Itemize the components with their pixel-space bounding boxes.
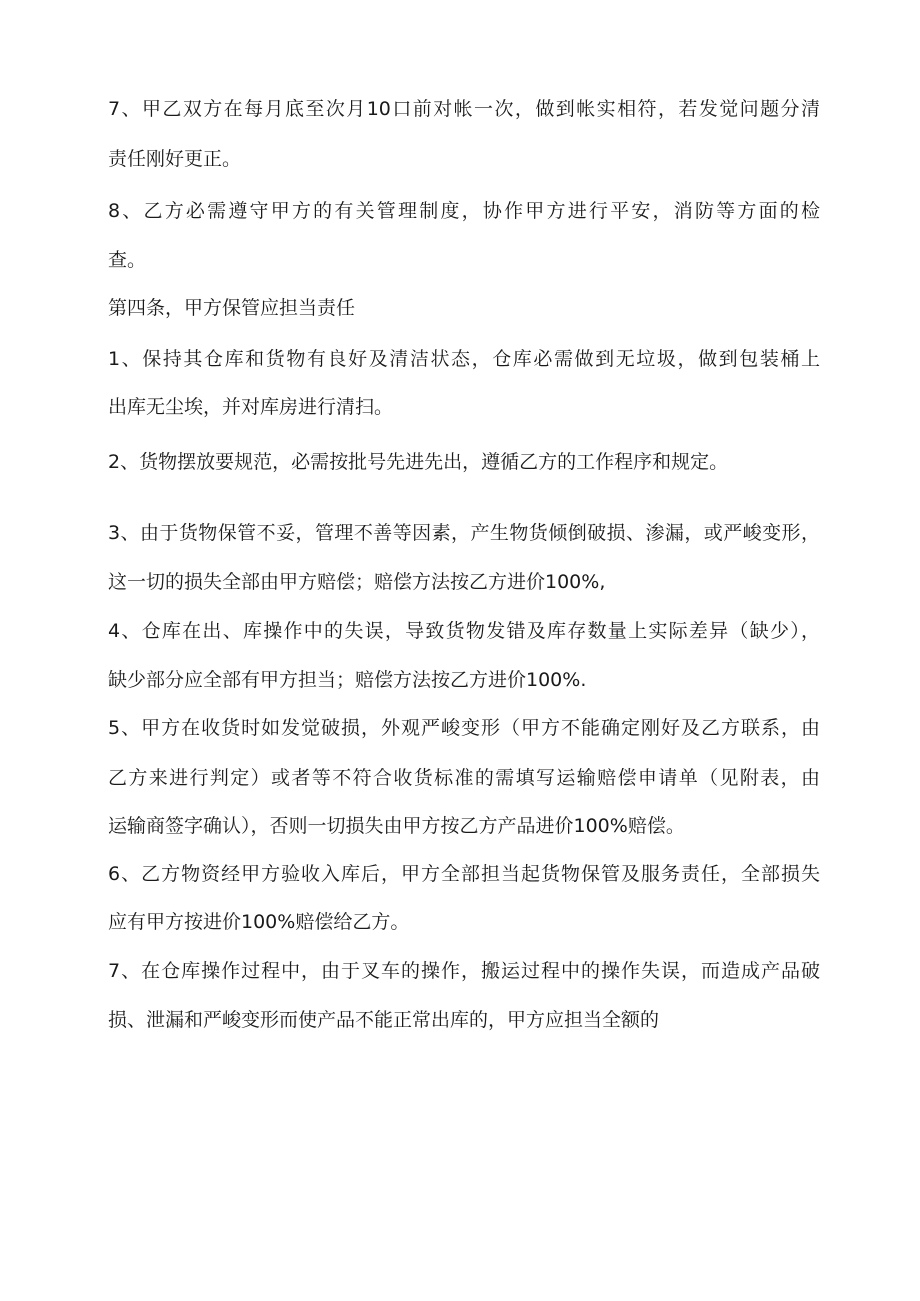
clause-2-line-1: 2、货物摆放要规范，必需按批号先进先出，遵循乙方的工作程序和规定。	[108, 451, 729, 473]
paragraph-8-line-1: 8、乙方必需遵守甲方的有关管理制度，协作甲方进行平安，消防等方面的检	[108, 200, 820, 222]
clause-5-line-3: 运输商签字确认），否则一切损失由甲方按乙方产品进价100%赔偿。	[108, 815, 685, 837]
clause-5-line-1: 5、甲方在收货时如发觉破损，外观严峻变形（甲方不能确定刚好及乙方联系，由	[108, 717, 820, 739]
clause-5-line-2: 乙方来进行判定）或者等不符合收货标准的需填写运输赔偿申请单（见附表，由	[108, 767, 820, 789]
clause-3-line-2: 这一切的损失全部由甲方赔偿；赔偿方法按乙方进价100%,	[108, 571, 606, 593]
clause-4-line-2: 缺少部分应全部有甲方担当；赔偿方法按乙方进价100%.	[108, 669, 587, 691]
clause-4-line-1: 4、仓库在出、库操作中的失误，导致货物发错及库存数量上实际差异（缺少），	[108, 620, 820, 642]
clause-1-line-2: 出库无尘埃，并对库房进行清扫。	[108, 396, 394, 418]
paragraph-7-line-1: 7、甲乙双方在每月底至次月10口前对帐一次，做到帐实相符，若发觉问题分清	[108, 98, 820, 120]
clause-6-line-2: 应有甲方按进价100%赔偿给乙方。	[108, 911, 410, 933]
clause-3-line-1: 3、由于货物保管不妥，管理不善等因素，产生物货倾倒破损、渗漏，或严峻变形，	[108, 522, 820, 544]
section-heading-article-4: 第四条，甲方保管应担当责任	[108, 297, 356, 319]
clause-7-line-2: 损、泄漏和严峻变形而使产品不能正常出库的，甲方应担当全额的	[108, 1009, 660, 1031]
clause-7-line-1: 7、在仓库操作过程中，由于叉车的操作，搬运过程中的操作失误，而造成产品破	[108, 960, 820, 982]
clause-1-line-1: 1、保持其仓库和货物有良好及清洁状态，仓库必需做到无垃圾，做到包装桶上	[108, 348, 820, 370]
paragraph-7-line-2: 责任刚好更正。	[108, 148, 242, 170]
clause-6-line-1: 6、乙方物资经甲方验收入库后，甲方全部担当起货物保管及服务责任，全部损失	[108, 863, 820, 885]
paragraph-8-line-2: 查。	[108, 249, 147, 271]
